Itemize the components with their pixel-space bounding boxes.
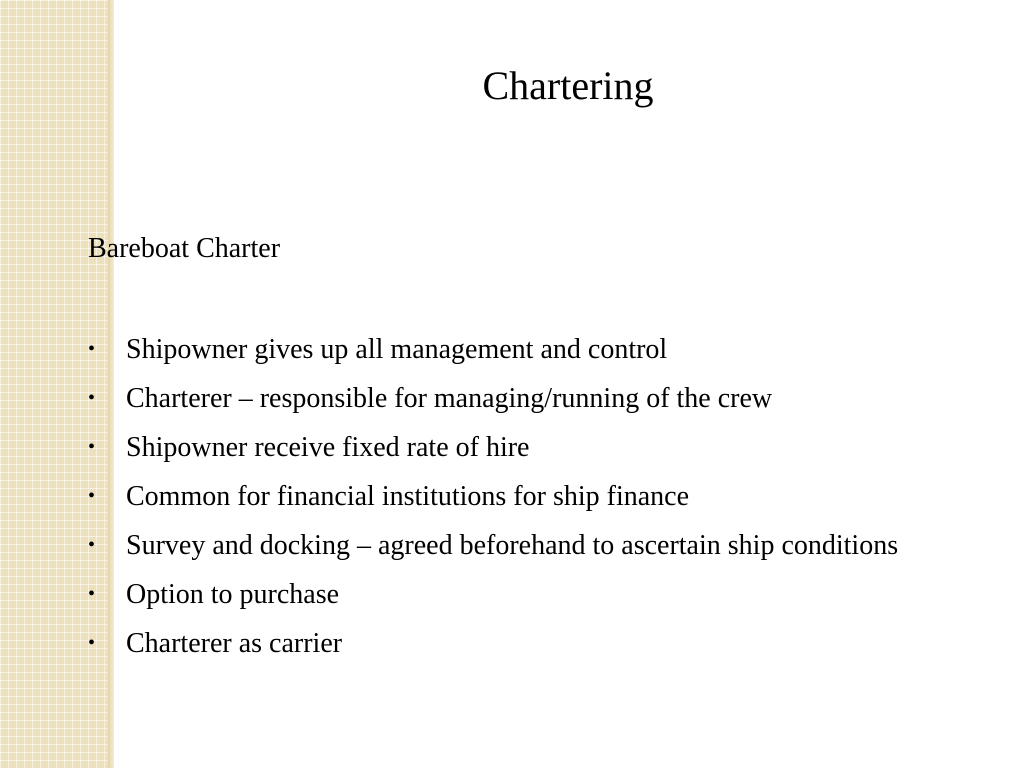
bullet-text: Survey and docking – agreed beforehand to ascertain ship conditions	[126, 530, 899, 561]
bullet-text: Shipowner receive fixed rate of hire	[126, 432, 530, 463]
bullet-dot-icon: •	[88, 534, 96, 556]
bullet-dot-icon: •	[88, 583, 96, 605]
slide-title: Chartering	[482, 63, 654, 108]
bullet-list	[88, 330, 948, 673]
bullet-text: Shipowner gives up all management and control	[126, 334, 668, 365]
bullet-item	[88, 477, 948, 516]
bullet-dot-icon: •	[88, 387, 96, 409]
bullet-item	[88, 428, 948, 467]
bullet-dot-icon: •	[88, 338, 96, 360]
bullet-text: Option to purchase	[126, 579, 340, 610]
bullet-text: Charterer – responsible for managing/running of the crew	[126, 383, 773, 414]
bullet-dot-icon: •	[88, 485, 96, 507]
bullet-item	[88, 624, 948, 663]
bullet-item	[88, 526, 948, 565]
bullet-item	[88, 330, 948, 369]
bullet-text: Charterer as carrier	[126, 628, 343, 659]
bullet-dot-icon: •	[88, 632, 96, 654]
bullet-item	[88, 379, 948, 418]
bullet-dot-icon: •	[88, 436, 96, 458]
bullet-item	[88, 575, 948, 614]
bullet-text: Common for financial institutions for ship finance	[126, 481, 690, 512]
slide-subtitle: Bareboat Charter	[88, 233, 281, 264]
